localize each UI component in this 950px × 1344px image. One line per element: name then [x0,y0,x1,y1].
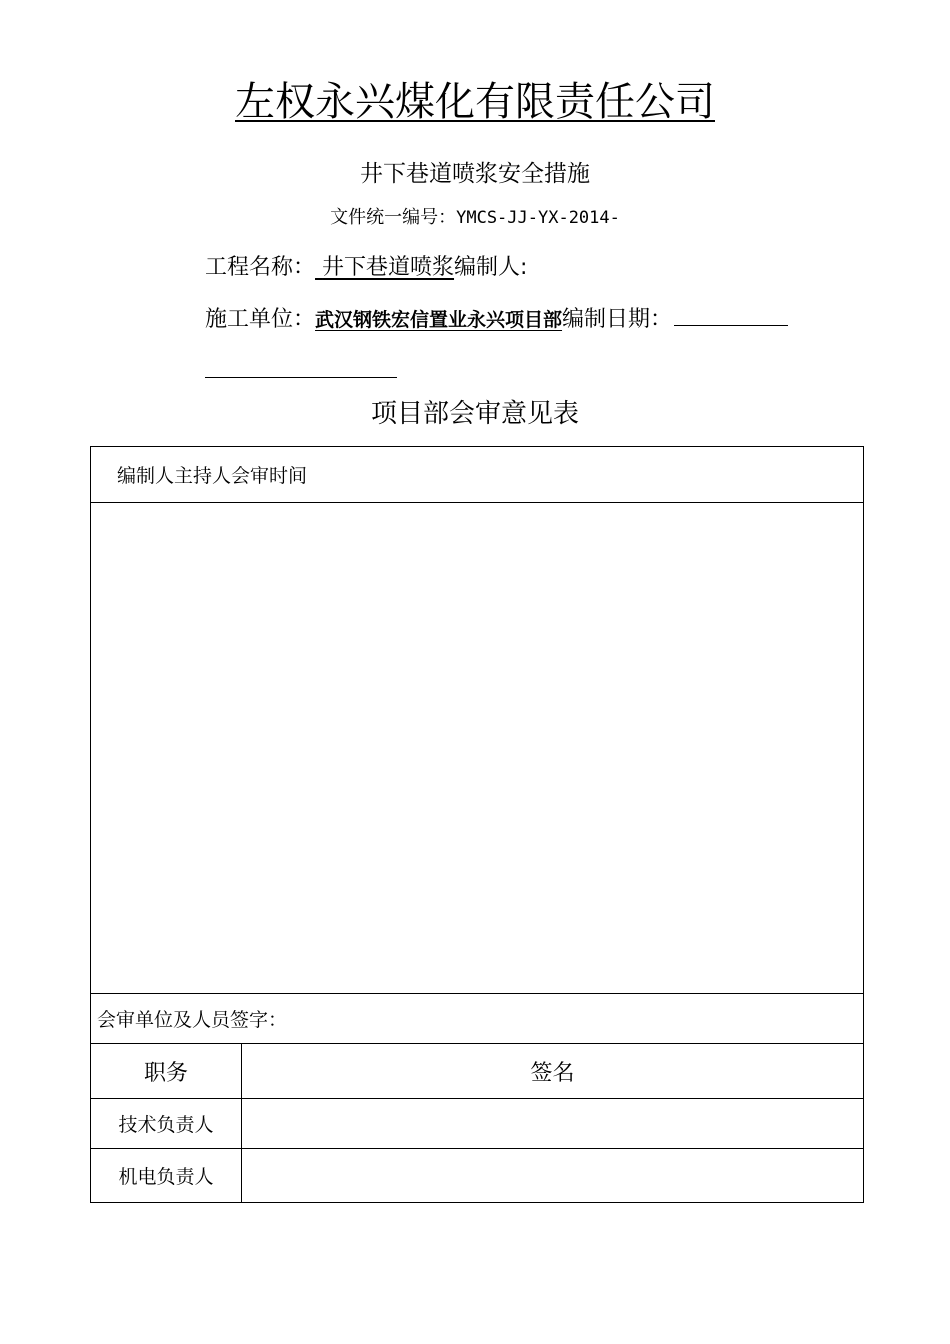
construction-unit-label: 施工单位： [205,307,316,332]
project-name-label: 工程名称： [205,255,316,280]
project-name-value: 井下巷道喷浆 [322,255,455,280]
compiler-label: 编制人: [454,255,528,280]
compile-date-label: 编制日期： [562,307,673,332]
document-subtitle: 井下巷道喷浆安全措施 [360,161,590,187]
table-header-row [91,447,864,503]
file-number [0,204,950,232]
review-content-area[interactable] [91,503,864,994]
signature-cell[interactable] [242,1149,864,1203]
role-cell: 技术负责人 [91,1099,242,1149]
compile-date-blank-continued [205,377,397,378]
review-table-title: 项目部会审意见表 [370,399,579,429]
file-number-label: 文件统一编号： [330,207,457,228]
construction-unit-value: 武汉钢铁宏信置业永兴项目部 [315,309,563,331]
sign-title-cell: 会审单位及人员签字： [91,994,864,1044]
signature-cell[interactable] [242,1099,864,1149]
review-opinion-table [90,446,864,1203]
role-cell: 机电负责人 [91,1149,242,1203]
table-row [91,1099,864,1149]
company-title: 左权永兴煤化有限责任公司 [235,79,715,125]
construction-unit-line [205,304,788,336]
review-content-row [91,503,864,994]
col-sign-header: 签名 [242,1044,864,1099]
project-name-line [205,252,527,284]
table-row [91,1149,864,1203]
compile-date-blank [674,323,788,326]
compiler-host-time-cell: 编制人主持人会审时间 [91,447,864,503]
column-header-row [91,1044,864,1099]
col-role-header: 职务 [91,1044,242,1099]
file-number-value: YMCS-JJ-YX-2014- [456,208,620,228]
sign-title-row [91,994,864,1044]
